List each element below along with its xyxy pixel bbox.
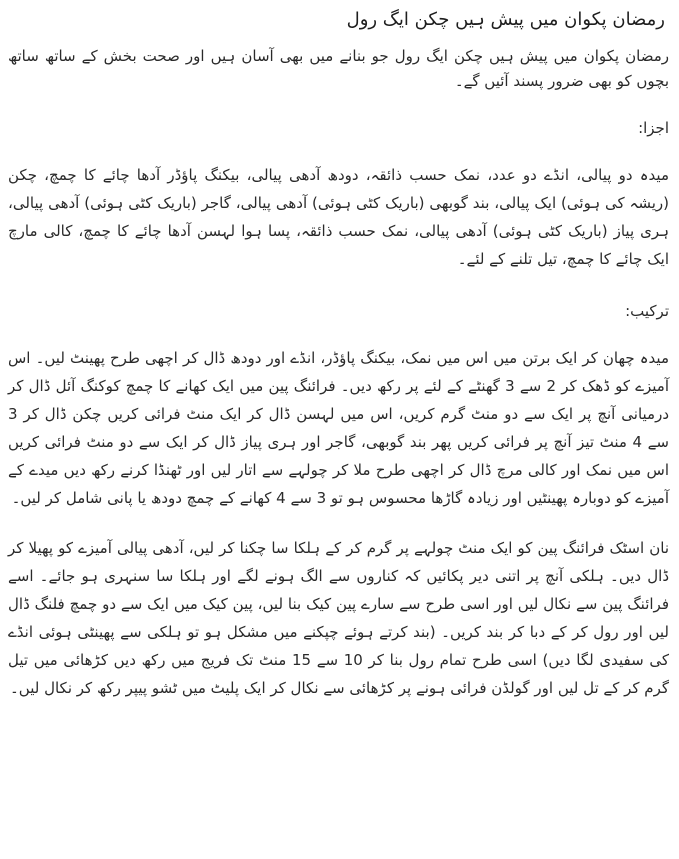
intro-paragraph: رمضان پکوان میں پیش ہیں چکن ایگ رول جو بنانے میں بھی آسان ہیں اور صحت بخش کے ساتھ ساتھ بچوں کو بھی ضرور پسند آئیں گے۔	[8, 47, 669, 90]
method-paragraph-2: نان اسٹک فرائنگ پین کو ایک منٹ چولہے پر گرم کر کے ہلکا سا چکنا کر لیں، آدھی پیالی آمیزے کو پھیلا کر ڈال دیں۔ ہلکی آنچ پر اتنی دیر پکائیں کہ کناروں سے الگ ہونے لگے اور ہلکا سا سنہری ہو جائے۔ اسے فرائنگ پین سے نکال لیں اور اسی طرح سے سارے پین کیک بنا لیں، پین کیک میں ایک سے دو چمچ فلنگ ڈال لیں اور رول کر کے دبا کر بند کریں۔ (بند کرتے ہوئے چپکنے میں مشکل ہو تو ہلکی سے پھینٹی ہوئی انڈے کی سفیدی لگا دیں) اسی طرح تمام رول بنا کر 10 سے 15 منٹ تک فریج میں رکھ دیں کڑھائی میں تیل گرم کر کے تل لیں اور گولڈن فرائی ہونے پر کڑھائی سے نکال کر ایک پلیٹ میں ٹشو پیپر رکھ کر نکال لیں۔	[8, 539, 669, 697]
method-paragraph-1: میدہ چھان کر ایک برتن میں اس میں نمک، بیکنگ پاؤڈر، انڈے اور دودھ ڈال کر اچھی طرح پھینٹ لیں۔ اس آمیزے کو ڈھک کر 2 سے 3 گھنٹے کے لئے پر رکھ دیں۔ فرائنگ پین میں ایک کھانے کا چمچ کوکنگ آئل ڈال کر درمیانی آنچ پر ایک سے دو منٹ گرم کریں، اس میں لہسن ڈال کر ایک منٹ فرائی کریں چکن ڈال کر 3 سے 4 منٹ تیز آنچ پر فرائی کریں پھر بند گوبھی، گاجر اور ہری پیاز ڈال کر ایک سے دو منٹ فرائی کریں اس میں نمک اور کالی مرچ ڈال کر اچھی طرح ملا کر چولہے سے اتار لیں اور ٹھنڈا کرنے رکھ دیں میدے کے آمیزے کو دوبارہ پھینٹیں اور زیادہ گاڑھا محسوس ہو تو 3 سے 4 کھانے کے چمچ دودھ یا پانی شامل کر لیں۔	[8, 349, 669, 507]
article-title: رمضان پکوان میں پیش ہیں چکن ایگ رول	[346, 9, 665, 30]
method-heading: ترکیب:	[625, 302, 669, 320]
ingredients-heading: اجزا:	[638, 119, 669, 137]
ingredients-paragraph: میدہ دو پیالی، انڈے دو عدد، نمک حسب ذائقہ، دودھ آدھی پیالی، بیکنگ پاؤڈر آدھا چائے کا چمچ، چکن (ریشہ کی ہوئی) ایک پیالی، بند گوبھی (باریک کٹی ہوئی) آدھی پیالی، گاجر (باریک کٹی ہوئی) آدھی پیالی، ہری پیاز (باریک کٹی ہوئی) آدھی پیالی، نمک حسب ذائقہ، پسا ہوا لہسن آدھا چائے کا چمچ، کالی مارچ ایک چائے کا چمچ، تیل تلنے کے لئے۔	[8, 166, 669, 268]
